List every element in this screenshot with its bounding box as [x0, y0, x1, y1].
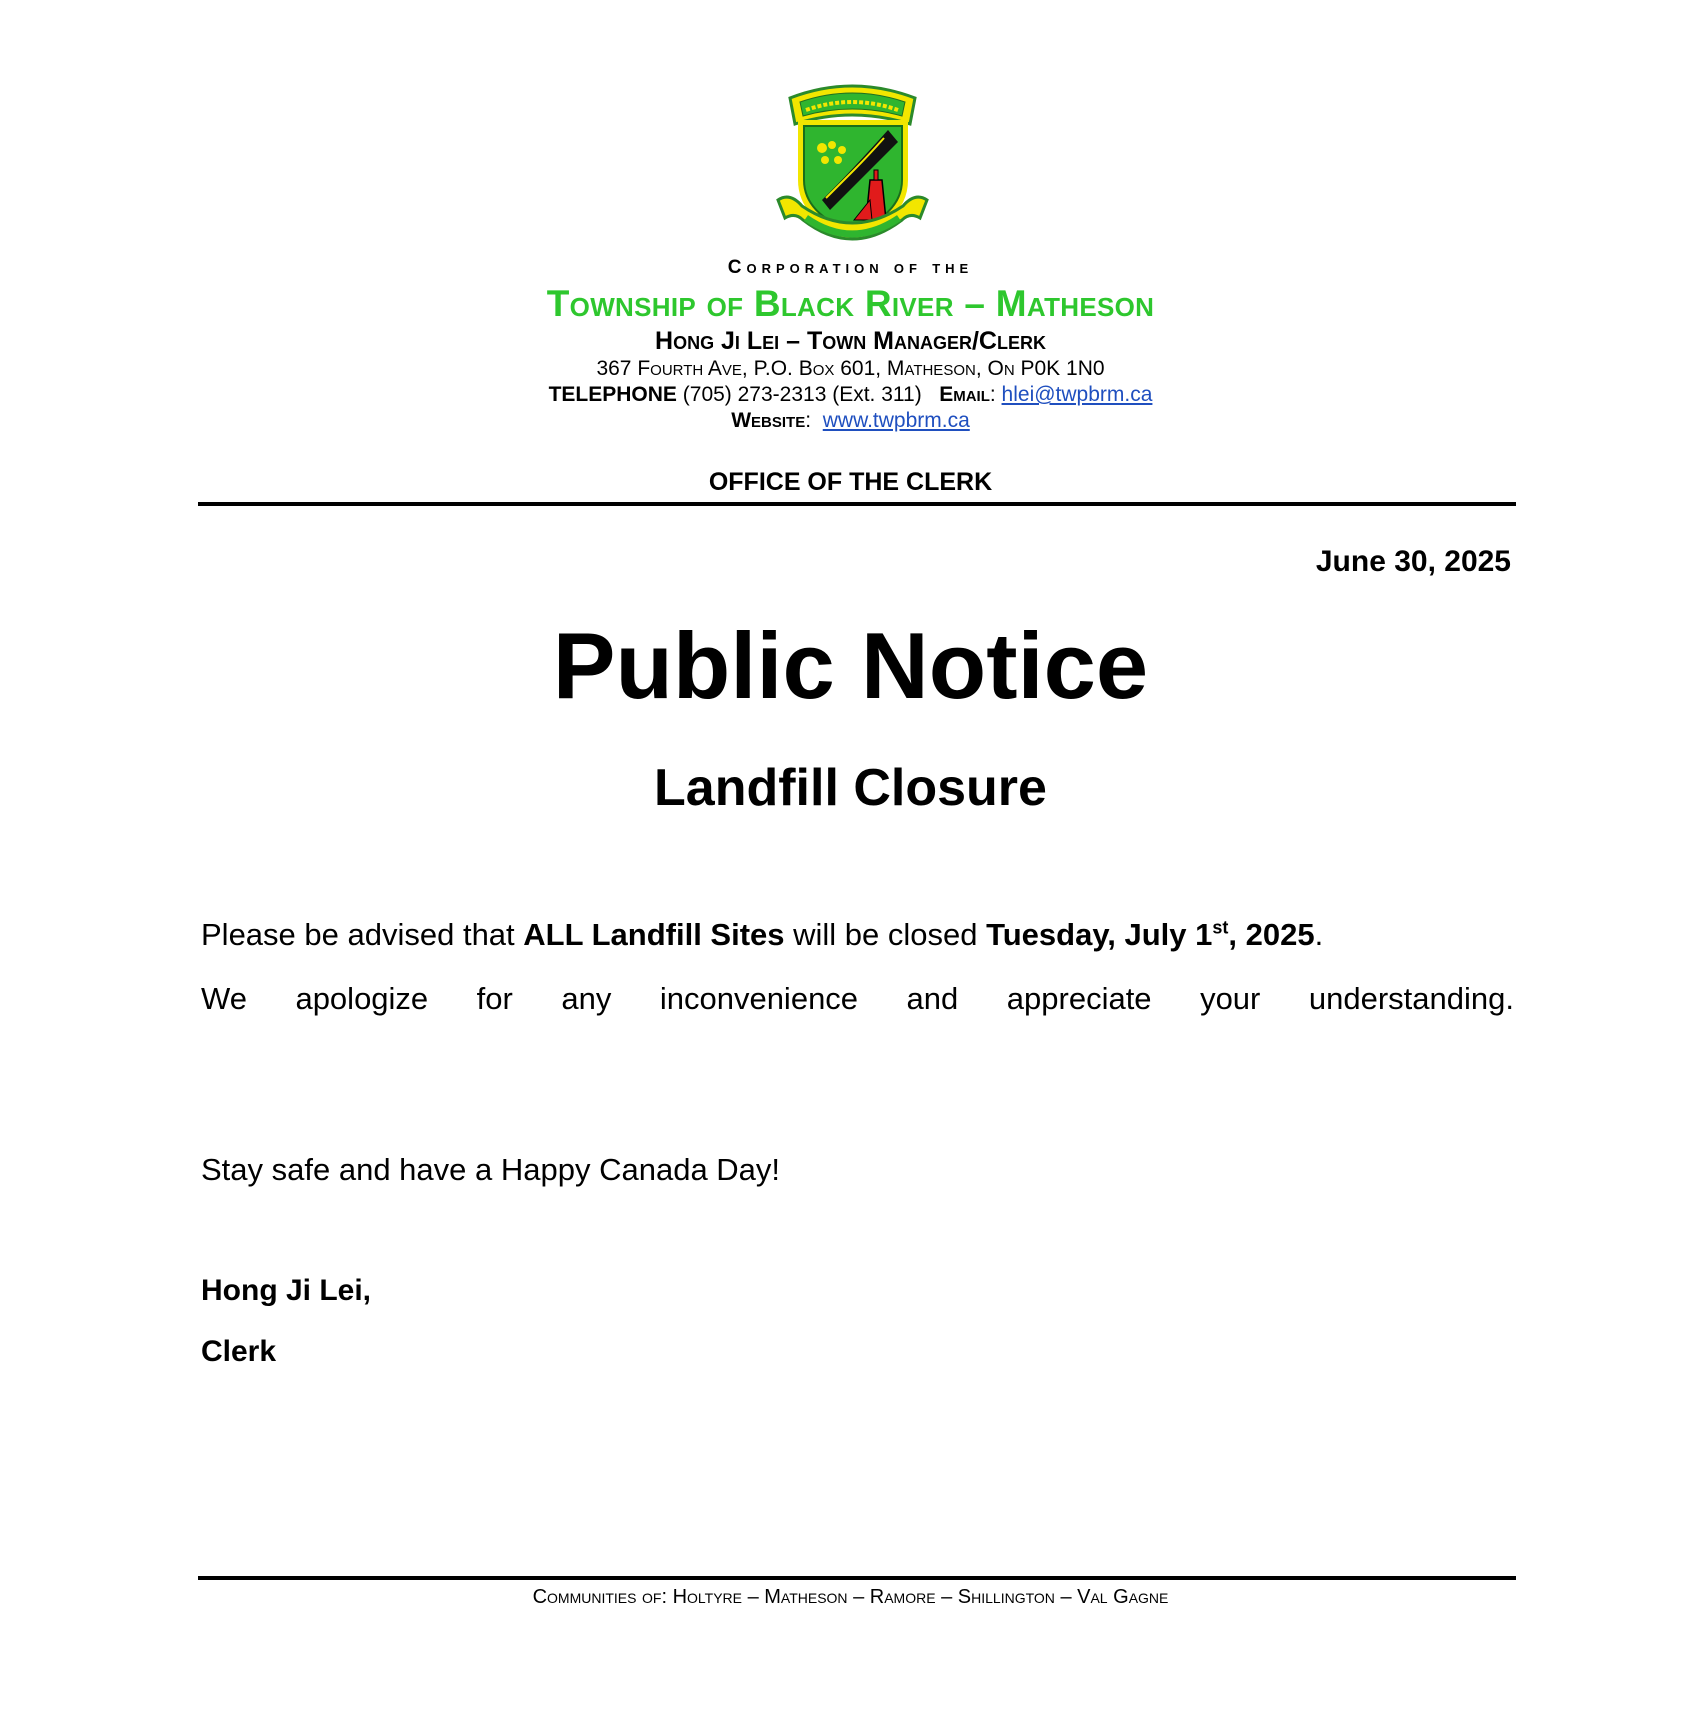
notice-date: June 30, 2025 — [1315, 545, 1511, 578]
closure-period: . — [1314, 917, 1324, 952]
apology-paragraph — [201, 981, 1514, 1017]
contact-line — [0, 383, 1701, 407]
apology-word: understanding. — [1308, 981, 1514, 1016]
closure-sites: ALL Landfill Sites — [523, 917, 785, 952]
mailing-address: 367 Fourth Ave, P.O. Box 601, Matheson, On P0K 1N0 — [596, 357, 1105, 380]
township-name: Township of Black River – Matheson — [546, 283, 1155, 324]
township-crest-logo — [770, 80, 935, 250]
website-separator: : — [805, 409, 823, 432]
website-link[interactable]: www.twpbrm.ca — [822, 409, 970, 432]
apology-word: your — [1200, 981, 1261, 1016]
closure-date-day: Tuesday, July 1 — [986, 917, 1213, 952]
office-heading: OFFICE OF THE CLERK — [708, 468, 993, 496]
notice-title: Public Notice — [552, 613, 1149, 718]
apology-word: and — [906, 981, 959, 1016]
apology-word: apologize — [295, 981, 429, 1016]
apology-word: any — [561, 981, 612, 1016]
signature-name: Hong Ji Lei, — [201, 1274, 372, 1307]
header-divider — [198, 502, 1516, 506]
closure-date — [986, 917, 1315, 952]
town-manager-line: Hong Ji Lei – Town Manager/Clerk — [655, 327, 1046, 355]
email-separator: : — [989, 383, 1002, 406]
communities-footer: Communities of: Holtyre – Matheson – Ramore – Shillington – Val Gagne — [532, 1586, 1169, 1608]
email-link[interactable]: hlei@twpbrm.ca — [1001, 383, 1153, 406]
closure-paragraph — [201, 917, 1323, 953]
website-line — [0, 409, 1701, 433]
closure-date-year: , 2025 — [1228, 917, 1315, 952]
apology-word: inconvenience — [659, 981, 859, 1016]
apology-word: We — [201, 981, 247, 1016]
telephone-number: (705) 273-2313 (Ext. 311) — [676, 383, 940, 406]
footer-divider — [198, 1576, 1516, 1580]
email-label: Email — [939, 383, 990, 406]
telephone-label: TELEPHONE — [548, 383, 677, 406]
website-label: Website — [731, 409, 806, 432]
canada-day-paragraph: Stay safe and have a Happy Canada Day! — [201, 1152, 781, 1187]
apology-word: for — [476, 981, 513, 1016]
notice-subtitle: Landfill Closure — [654, 759, 1047, 817]
closure-date-suffix: st — [1212, 917, 1229, 938]
corporation-heading: Corporation of the — [727, 257, 974, 278]
closure-text-2: will be closed — [784, 917, 987, 952]
closure-text-1: Please be advised that — [201, 917, 524, 952]
signature-title: Clerk — [201, 1335, 277, 1368]
apology-word: appreciate — [1006, 981, 1152, 1016]
